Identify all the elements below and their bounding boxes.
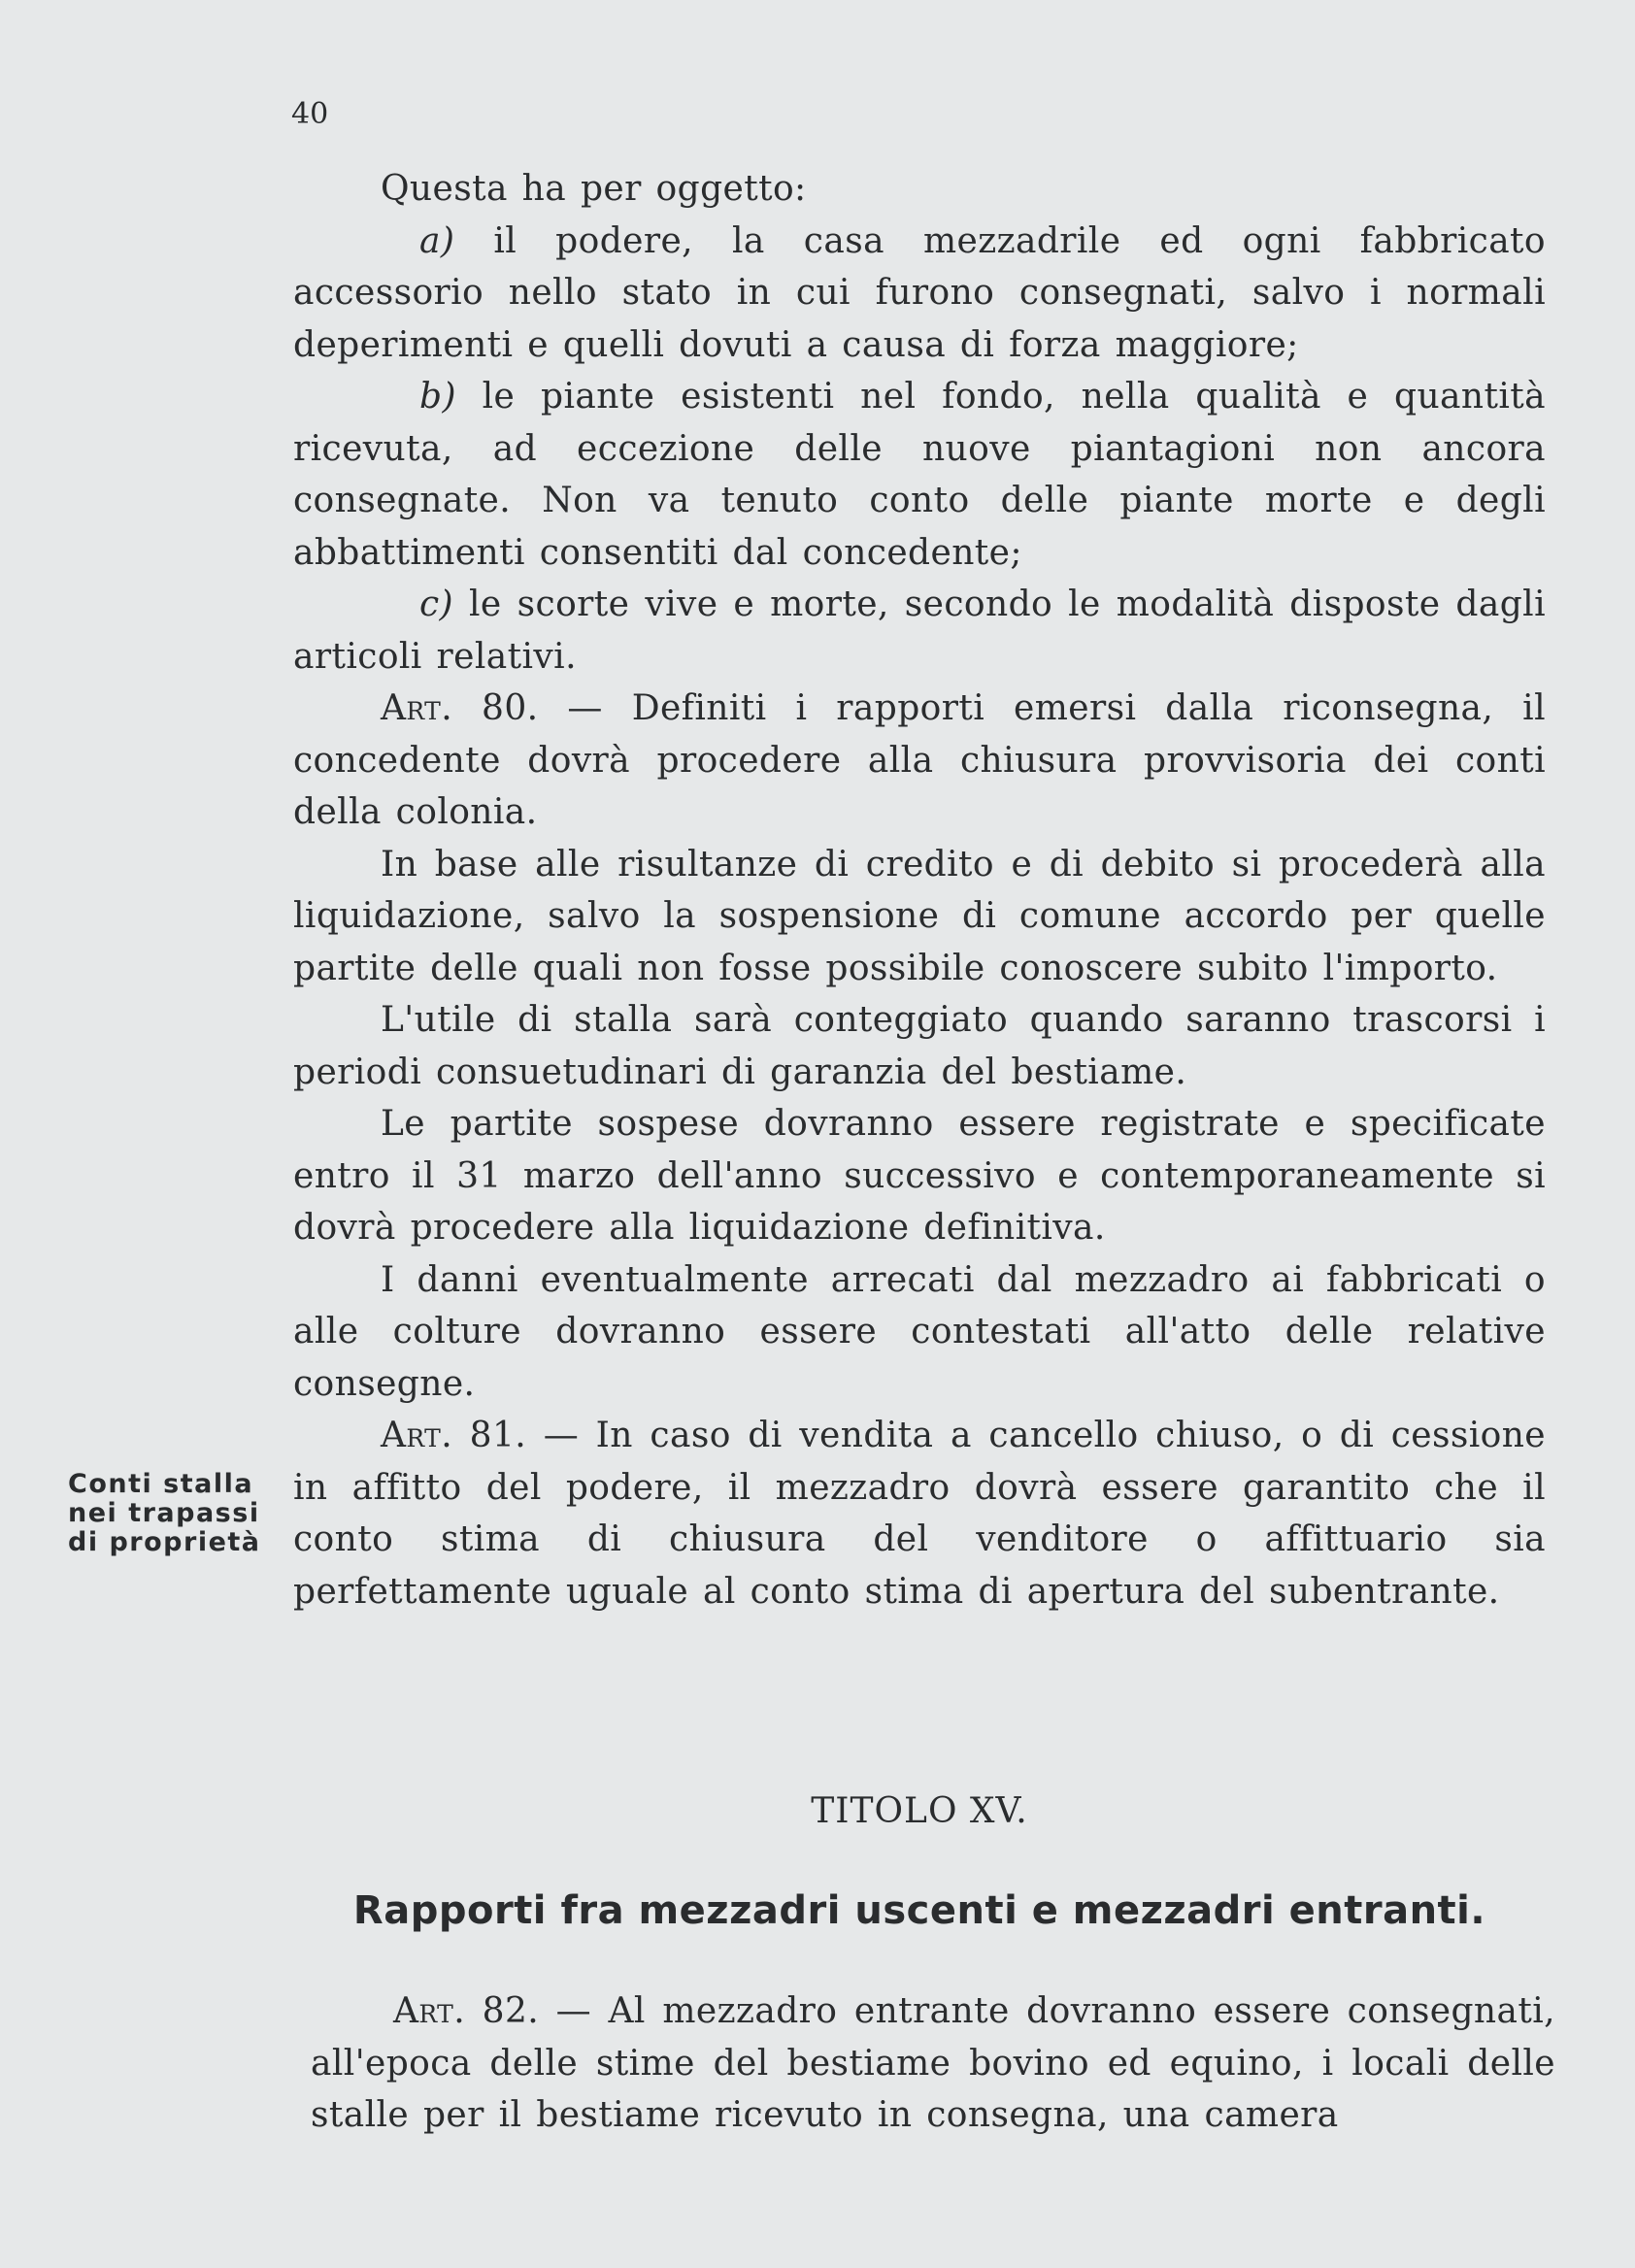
- item-b: [293, 371, 1546, 579]
- item-b-label: b): [419, 377, 456, 417]
- marginal-note-line: Conti stalla: [68, 1469, 254, 1499]
- paragraph-liquidazione: In base alle risultanze di credito e di debito si procederà alla liquidazione, salvo la sospensione di comune accordo per quelle partite delle quali non fosse possibile conoscere subito l'importo.: [293, 844, 1546, 988]
- item-c-label: c): [419, 584, 454, 624]
- article-80-text: 80. — Definiti i rapporti emersi dalla riconsegna, il concedente dovrà procedere alla chiusura provvisoria dei conti della colonia.: [293, 688, 1546, 832]
- item-a-text: il podere, la casa mezzadrile ed ogni fabbricato accessorio nello stato in cui furono consegnati, salvo i normali deperimenti e quelli dovuti a causa di forza maggiore;: [293, 220, 1546, 365]
- marginal-note-line: nei trapassi: [68, 1498, 260, 1528]
- article-82: [311, 1985, 1555, 2142]
- paragraph-partite-sospese: Le partite sospese dovranno essere registrate e specificate entro il 31 marzo dell'anno successivo e contemporaneamente si dovrà procedere alla liquidazione definitiva.: [293, 1104, 1546, 1248]
- page-number: 40: [291, 97, 329, 131]
- section-heading: Rapporti fra mezzadri uscenti e mezzadri entranti.: [352, 1888, 1486, 1933]
- paragraph-danni: I danni eventualmente arrecati dal mezzadro ai fabbricati o alle colture dovranno essere contestati all'atto delle relative consegne.: [293, 1259, 1546, 1404]
- item-b-text: le piante esistenti nel fondo, nella qualità e quantità ricevuta, ad eccezione delle nuove piantagioni non ancora consegnate. Non va tenuto conto delle piante morte e degli abbattimenti consentiti dal concedente;: [293, 377, 1546, 573]
- paragraph-utile-stalla: L'utile di stalla sarà conteggiato quando saranno trascorsi i periodi consuetudinari di garanzia del bestiame.: [293, 1000, 1546, 1092]
- article-82-label: Art.: [393, 1991, 466, 2031]
- article-81: [293, 1410, 1546, 1618]
- main-text: [293, 163, 1546, 1618]
- section-number: TITOLO XV.: [811, 1791, 1028, 1831]
- article-80: [293, 683, 1546, 839]
- article-81-text: 81. — In caso di vendita a cancello chiuso, o di cessione in affitto del podere, il mezzadro dovrà essere garantito che il conto stima di chiusura del venditore o affittuario sia perfettamente uguale al conto stima di apertura del subentrante.: [293, 1416, 1546, 1612]
- marginal-note-line: di proprietà: [68, 1527, 261, 1557]
- paragraph-intro: Questa ha per oggetto:: [381, 169, 807, 209]
- item-c: [293, 579, 1546, 683]
- article-81-label: Art.: [381, 1416, 453, 1455]
- article-82-text: 82. — Al mezzadro entrante dovranno essere consegnati, all'epoca delle stime del bestiame bovino ed equino, i locali delle stalle per il bestiame ricevuto in consegna, una camera: [311, 1991, 1555, 2135]
- marginal-note: [68, 1470, 291, 1557]
- article-82-block: [311, 1985, 1555, 2142]
- item-a-label: a): [419, 220, 455, 261]
- item-a: [293, 216, 1546, 372]
- article-80-label: Art.: [381, 688, 453, 728]
- item-c-text: le scorte vive e morte, secondo le modalità disposte dagli articoli relativi.: [293, 584, 1546, 677]
